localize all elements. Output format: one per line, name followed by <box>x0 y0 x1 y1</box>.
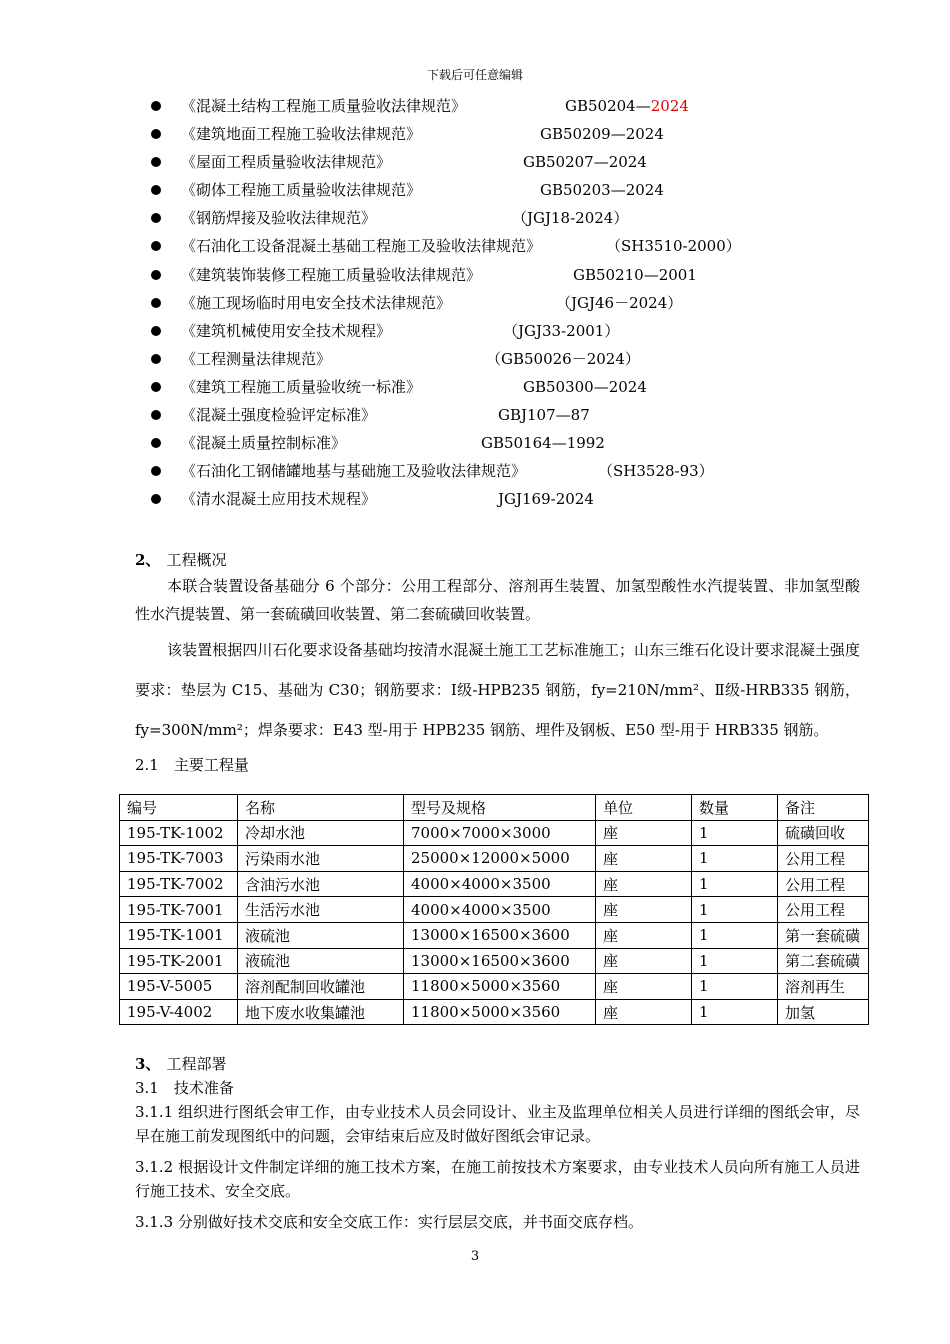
table-cell: 溶剂再生 <box>778 974 869 1000</box>
standard-code-main: （JGJ18-2024） <box>512 209 629 228</box>
paragraph-3-1-3: 3.1.3 分别做好技术交底和安全交底工作：实行层层交底，并书面交底存档。 <box>135 1213 643 1231</box>
section-2 <box>135 548 860 780</box>
table-cell: 生活污水池 <box>238 897 404 923</box>
bullet-icon <box>151 241 161 251</box>
table-cell: 座 <box>596 897 692 923</box>
standard-item <box>0 401 950 429</box>
table-cell: 公用工程 <box>778 871 869 897</box>
table-cell: 25000×12000×5000 <box>404 846 596 872</box>
requirements-paragraph: 该装置根据四川石化要求设备基础均按清水混凝土施工工艺标准施工；山东三维石化设计要求混凝土强度要求：垫层为 C15、基础为 C30；钢筋要求：Ⅰ级-HPB235 钢筋，fy=210N/mm²、Ⅱ级-HRB335 钢筋，fy=300N/mm²；焊条要求：E43 型-用于 HPB235 钢筋、埋件及钢板、E50 型-用于 HRB335 钢筋。 <box>135 641 860 739</box>
table-row <box>120 948 869 974</box>
table-header-row <box>120 795 869 821</box>
standard-code <box>503 317 619 345</box>
table-cell: 公用工程 <box>778 897 869 923</box>
paragraph-3-1-1: 3.1.1 组织进行图纸会审工作，由专业技术人员会同设计、业主及监理单位相关人员进行详细的图纸会审，尽早在施工前发现图纸中的问题，会审结束后应及时做好图纸会审记录。 <box>135 1103 860 1145</box>
standard-code-main: GB50204— <box>565 97 651 115</box>
standard-item <box>0 457 950 485</box>
table-cell: 硫磺回收 <box>778 820 869 846</box>
table-cell: 195-V-5005 <box>120 974 238 1000</box>
table-cell: 1 <box>692 846 778 872</box>
table-row <box>120 999 869 1025</box>
standard-code <box>540 120 664 148</box>
bullet-icon <box>151 354 161 364</box>
table-cell: 1 <box>692 871 778 897</box>
standard-name: 《石油化工钢储罐地基与基础施工及验收法律规范》 <box>181 462 527 481</box>
table-cell: 第一套硫磺 <box>778 922 869 948</box>
standard-name: 《石油化工设备混凝土基础工程施工及验收法律规范》 <box>181 237 542 256</box>
table-cell: 195-TK-7002 <box>120 871 238 897</box>
standard-name: 《工程测量法律规范》 <box>181 349 332 368</box>
table-cell: 195-TK-7003 <box>120 846 238 872</box>
standard-name: 《建筑地面工程施工验收法律规范》 <box>181 125 422 144</box>
table-cell: 195-TK-7001 <box>120 897 238 923</box>
standard-code <box>565 92 689 120</box>
section-3-number: 3、 <box>135 1055 161 1073</box>
standard-code-main: （JGJ33-2001） <box>503 321 620 340</box>
standard-name: 《建筑工程施工质量验收统一标准》 <box>181 377 422 396</box>
standard-code-main: GB50164—1992 <box>481 434 605 453</box>
standard-name: 《清水混凝土应用技术规程》 <box>181 490 377 509</box>
bullet-icon <box>151 382 161 392</box>
standard-item <box>0 261 950 289</box>
standard-item <box>0 373 950 401</box>
table-row <box>120 846 869 872</box>
standard-code-main: （SH3510-2000） <box>606 237 741 256</box>
standard-name: 《混凝土结构工程施工质量验收法律规范》 <box>181 97 467 115</box>
table-cell: 公用工程 <box>778 846 869 872</box>
column-header: 备注 <box>778 795 869 821</box>
standard-code-highlight: 2024 <box>650 97 689 115</box>
column-header: 名称 <box>238 795 404 821</box>
standard-name: 《屋面工程质量验收法律规范》 <box>181 153 392 172</box>
standard-item <box>0 148 950 176</box>
table-cell: 座 <box>596 846 692 872</box>
standard-name: 《混凝土质量控制标准》 <box>181 434 347 453</box>
table-cell: 195-TK-2001 <box>120 948 238 974</box>
page-number: 3 <box>470 1249 480 1264</box>
bullet-icon <box>151 494 161 504</box>
standard-code-main: （GB50026－2024） <box>486 349 640 368</box>
table-row <box>120 897 869 923</box>
bullet-icon <box>151 157 161 167</box>
standard-item <box>0 485 950 513</box>
standard-code <box>540 176 664 204</box>
standard-name: 《砌体工程施工质量验收法律规范》 <box>181 181 422 200</box>
overview-paragraph: 本联合装置设备基础分 6 个部分：公用工程部分、溶剂再生装置、加氢型酸性水汽提装置、非加氢型酸性水汽提装置、第一套硫磺回收装置、第二套硫磺回收装置。 <box>135 577 860 623</box>
table-cell: 液硫池 <box>238 922 404 948</box>
standard-code-main: GB50209—2024 <box>540 125 664 144</box>
section-3-heading: 工程部署 <box>166 1055 227 1073</box>
standard-name: 《施工现场临时用电安全技术法律规范》 <box>181 293 452 312</box>
standard-name: 《建筑装饰装修工程施工质量验收法律规范》 <box>181 265 482 284</box>
standard-code-main: GB50203—2024 <box>540 181 664 200</box>
standard-item <box>0 289 950 317</box>
section-2-heading: 工程概况 <box>166 551 227 569</box>
standard-item <box>0 232 950 260</box>
standard-code <box>498 485 594 513</box>
table-cell: 1 <box>692 999 778 1025</box>
table-cell: 1 <box>692 820 778 846</box>
standard-code <box>498 401 590 429</box>
standard-code-main: （JGJ46－2024） <box>556 293 683 312</box>
table-cell: 1 <box>692 897 778 923</box>
table-cell: 座 <box>596 922 692 948</box>
table-cell: 4000×4000×3500 <box>404 897 596 923</box>
table-cell: 污染雨水池 <box>238 846 404 872</box>
table-cell: 加氢 <box>778 999 869 1025</box>
standard-item <box>0 176 950 204</box>
page-header: 下载后可任意编辑 <box>426 68 523 82</box>
standard-code <box>481 429 605 457</box>
standard-code-main: GB50210—2001 <box>573 265 697 284</box>
standard-item <box>0 204 950 232</box>
standard-name: 《建筑机械使用安全技术规程》 <box>181 321 392 340</box>
table-cell: 195-TK-1001 <box>120 922 238 948</box>
table-row <box>120 820 869 846</box>
table-cell: 冷却水池 <box>238 820 404 846</box>
standard-item <box>0 429 950 457</box>
table-cell: 地下废水收集罐池 <box>238 999 404 1025</box>
table-cell: 溶剂配制回收罐池 <box>238 974 404 1000</box>
standard-code-main: JGJ169-2024 <box>498 490 594 509</box>
standard-code-main: GB50207—2024 <box>523 153 647 172</box>
standard-code-main: GB50300—2024 <box>523 377 647 396</box>
standard-code <box>512 204 628 232</box>
bullet-icon <box>151 129 161 139</box>
section-3-title <box>135 1052 860 1076</box>
bullet-icon <box>151 410 161 420</box>
table-cell: 1 <box>692 974 778 1000</box>
table-cell: 座 <box>596 999 692 1025</box>
bullet-icon <box>151 213 161 223</box>
standard-name: 《钢筋焊接及验收法律规范》 <box>181 209 377 228</box>
column-header: 数量 <box>692 795 778 821</box>
standard-item <box>0 345 950 373</box>
bullet-icon <box>151 270 161 280</box>
bullet-icon <box>151 438 161 448</box>
table-cell: 含油污水池 <box>238 871 404 897</box>
section-2-number: 2、 <box>135 551 161 569</box>
tech-prep-subtitle: 3.1 技术准备 <box>135 1079 234 1097</box>
table-cell: 11800×5000×3560 <box>404 999 596 1025</box>
standard-code <box>556 289 682 317</box>
table-cell: 195-TK-1002 <box>120 820 238 846</box>
standard-code <box>573 261 697 289</box>
section-3 <box>135 1052 860 1234</box>
column-header: 单位 <box>596 795 692 821</box>
table-cell: 7000×7000×3000 <box>404 820 596 846</box>
table-cell: 1 <box>692 948 778 974</box>
standard-code-main: （SH3528-93） <box>598 462 714 481</box>
column-header: 型号及规格 <box>404 795 596 821</box>
table-cell: 13000×16500×3600 <box>404 948 596 974</box>
table-cell: 11800×5000×3560 <box>404 974 596 1000</box>
table-cell: 13000×16500×3600 <box>404 922 596 948</box>
bullet-icon <box>151 185 161 195</box>
standard-item <box>0 120 950 148</box>
bullet-icon <box>151 298 161 308</box>
quantities-table <box>119 794 869 1025</box>
standard-code <box>486 345 640 373</box>
standard-code <box>523 148 647 176</box>
bullet-icon <box>151 466 161 476</box>
standard-code <box>523 373 647 401</box>
table-cell: 4000×4000×3500 <box>404 871 596 897</box>
section-2-title <box>135 548 860 572</box>
bullet-icon <box>151 326 161 336</box>
table-row <box>120 974 869 1000</box>
standard-item <box>0 317 950 345</box>
table-cell: 座 <box>596 948 692 974</box>
table-row <box>120 871 869 897</box>
quantities-subtitle: 2.1 主要工程量 <box>135 756 249 774</box>
column-header: 编号 <box>120 795 238 821</box>
table-cell: 座 <box>596 871 692 897</box>
standard-code <box>606 232 741 260</box>
paragraph-3-1-2: 3.1.2 根据设计文件制定详细的施工技术方案，在施工前按技术方案要求，由专业技术人员向所有施工人员进行施工技术、安全交底。 <box>135 1158 860 1200</box>
table-cell: 座 <box>596 974 692 1000</box>
table-cell: 195-V-4002 <box>120 999 238 1025</box>
standard-name: 《混凝土强度检验评定标准》 <box>181 406 377 425</box>
table-row <box>120 922 869 948</box>
standard-item <box>0 92 950 120</box>
table-cell: 第二套硫磺 <box>778 948 869 974</box>
standard-code <box>598 457 714 485</box>
table-cell: 液硫池 <box>238 948 404 974</box>
standards-list <box>0 92 950 513</box>
table-cell: 座 <box>596 820 692 846</box>
standard-code-main: GBJ107—87 <box>498 406 590 425</box>
table-cell: 1 <box>692 922 778 948</box>
bullet-icon <box>151 101 161 111</box>
